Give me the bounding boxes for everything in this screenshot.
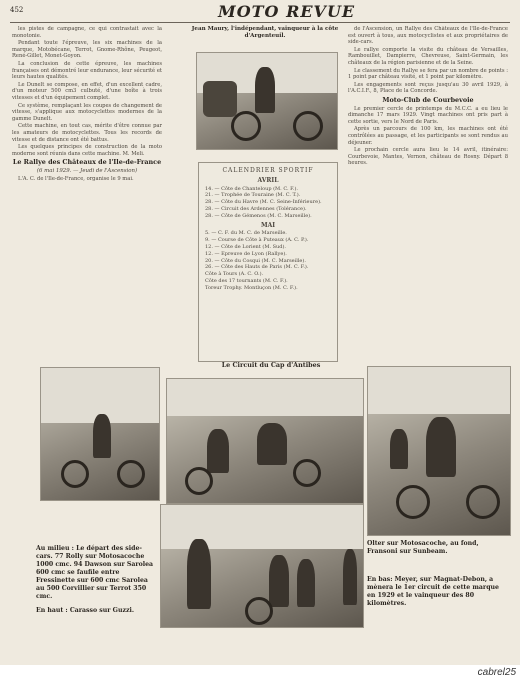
paragraph: Cette machine, en tout cas, mérite d'être connue par les amateurs de motocyclettes. Tous les records de vitesse et de distance ont été battus. — [12, 123, 162, 143]
calendar-row: 28. — Circuit des Ardennes (Tolérance). — [205, 205, 307, 212]
club-heading: Moto-Club de Courbevoie — [382, 95, 474, 104]
center-bottom-race-photo — [160, 504, 364, 628]
watermark-text: cabrel25 — [477, 667, 516, 678]
calendar-row: Toreur Trophy. Montluçon (M. C. F.). — [205, 284, 298, 291]
paragraph: Pendant toute l'épreuve, les six machines de la marque, Motobécane, Terrot, Gnome-Rhône, Peugeot, René-Gillet, Monet-Goyon. — [12, 40, 162, 60]
rallye-subheading: (6 mai 1929. — Jeudi de l'Ascension) — [36, 167, 138, 174]
paragraph: Après un parcours de 100 km, les machines ont été contrôlées au passage, et les participants se sont rendus au déjeuner. — [348, 126, 508, 146]
left-race-photo — [40, 367, 160, 501]
paragraph: L'A. C. de l'Ile-de-France, organise le 9 mai. — [18, 176, 134, 183]
calendar-month-may: MAI — [260, 221, 276, 229]
calendar-title: CALENDRIER SPORTIF — [222, 167, 314, 174]
paragraph: Le classement du Rallye se fera par un nombre de points : 1 point par château visité, et 1 point par kilomètre. — [348, 67, 508, 81]
caption-text: En bas: Meyer, sur Magnat-Debon, a mènera le 1er circuit de cette marque en 1929 et le vainqueur des 80 kilomètres. — [367, 576, 499, 607]
caption-text: Olter sur Motosacoche, au fond, Fransoni sur Sunbeam. — [367, 540, 479, 555]
rallye-heading: Le Rallye des Châteaux de l'Ile-de-France — [12, 158, 162, 167]
calendar-month-april: AVRIL — [257, 176, 279, 184]
paragraph: les pistes de campagne, ce qui contrastait avec la monotonie. — [12, 26, 162, 39]
paragraph: Le rallye comporte la visite du château de Versailles, Rambouillet, Dampierre, Chevreuse, Saint-Germain, les châteaux de la région parisienne et de la Seine. — [348, 46, 508, 66]
caption-text: Au milieu : Le départ des side-cars. 77 Rolly sur Motosacoche 1000 cmc. 94 Dawson sur Sarolea 600 cmc se faufile entre Fressinette sur 600 cmc Sarolea au 500 Corvillier sur Terrot 350 cmc. — [36, 545, 154, 600]
calendar-row: 12. — Epreuve de Lyon (Rallye). — [205, 250, 287, 257]
calendar-row: 26. — Côte des Hauts de Paris (M. C. F.). — [205, 264, 309, 271]
paragraph: Ce système, remplaçant les coupes de changement de vitesse, s'applique aux motocyclettes modernes de la gamme Dunelt. — [12, 102, 162, 122]
calendar-row: 9. — Course de Côte à Puteaux (A. C. P.). — [205, 237, 309, 244]
circuit-heading: Le Circuit du Cap d'Antibes — [221, 361, 321, 369]
calendar-row: 5. — C. F. du M. C. de Marseille. — [205, 230, 287, 237]
right-race-photo — [367, 366, 511, 536]
left-text-column — [12, 26, 162, 344]
calendar-row: 12. — Côte de Lorient (M. Sud). — [205, 243, 287, 250]
bottom-left-caption — [36, 545, 154, 615]
calendar-row: 28. — Côte du Havre (M. C. Seine-Inférieure). — [205, 199, 322, 206]
header-rule — [10, 22, 510, 23]
masthead-title: MOTO REVUE — [218, 2, 356, 21]
paragraph: Le premier cercle de printemps du M.C.C. a eu lieu le dimanche 17 mars 1929. Vingt machines ont pris part à cette sortie, vers le Nord de Paris. — [348, 105, 508, 125]
calendar-row: Côte à Tours (A. C. O.). — [205, 271, 264, 278]
page-number: 452 — [10, 6, 24, 14]
caption-text: En haut : Carasso sur Guzzi. — [36, 607, 134, 614]
calendar-row: 20. — Côte du Cosqui (M. C. Marseille). — [205, 257, 306, 264]
paragraph: Le prochain cercle aura lieu le 14 avril, itinéraire: Courbevoie, Mantes, Vernon, château de Rosny. Départ 8 heures. — [348, 147, 508, 167]
paragraph: Les quelques principes de construction de la moto moderne sont réunis dans cette machine. M. Meli. — [12, 144, 162, 157]
right-text-column — [348, 26, 508, 356]
top-photo-caption: Jean Maury, l'indépendant, vainqueur à la côte d'Argenteuil. — [191, 26, 339, 39]
paragraph: La conclusion de cette épreuve, les machines françaises ont démontré leur endurance, leur sécurité et leurs hautes qualités. — [12, 60, 162, 81]
paragraph: Les engagements sont reçus jusqu'au 30 avril 1929, à l'A.C.I.F., 8, Place de la Concorde. — [348, 81, 508, 95]
calendar-row: Côte des 17 tournants (M. C. F.). — [205, 277, 288, 284]
bottom-right-caption — [367, 540, 507, 608]
paragraph: Le Dunelt se compose, en effet, d'un excellent cadre, d'un moteur 500 cm3 culbuté, d'une boîte à trois vitesses et d'un équipement complet. — [12, 81, 162, 101]
top-center-photo — [196, 52, 338, 150]
paragraph: de l'Ascension, un Rallye des Châteaux de l'Ile-de-France est ouvert à tous, aux motocyclistes et aux propriétaires de side-cars. — [348, 26, 508, 46]
calendar-row: 21. — Trophée de Touraine (M. C. T.). — [205, 192, 301, 199]
sporting-calendar — [198, 162, 338, 362]
calendar-row: 14. — Côte de Chanteloup (M. C. F.). — [205, 185, 299, 192]
calendar-row: 28. — Côte de Gémenos (M. C. Marseille). — [205, 212, 312, 219]
center-top-race-photo — [166, 378, 364, 504]
footer-bar — [0, 665, 520, 680]
